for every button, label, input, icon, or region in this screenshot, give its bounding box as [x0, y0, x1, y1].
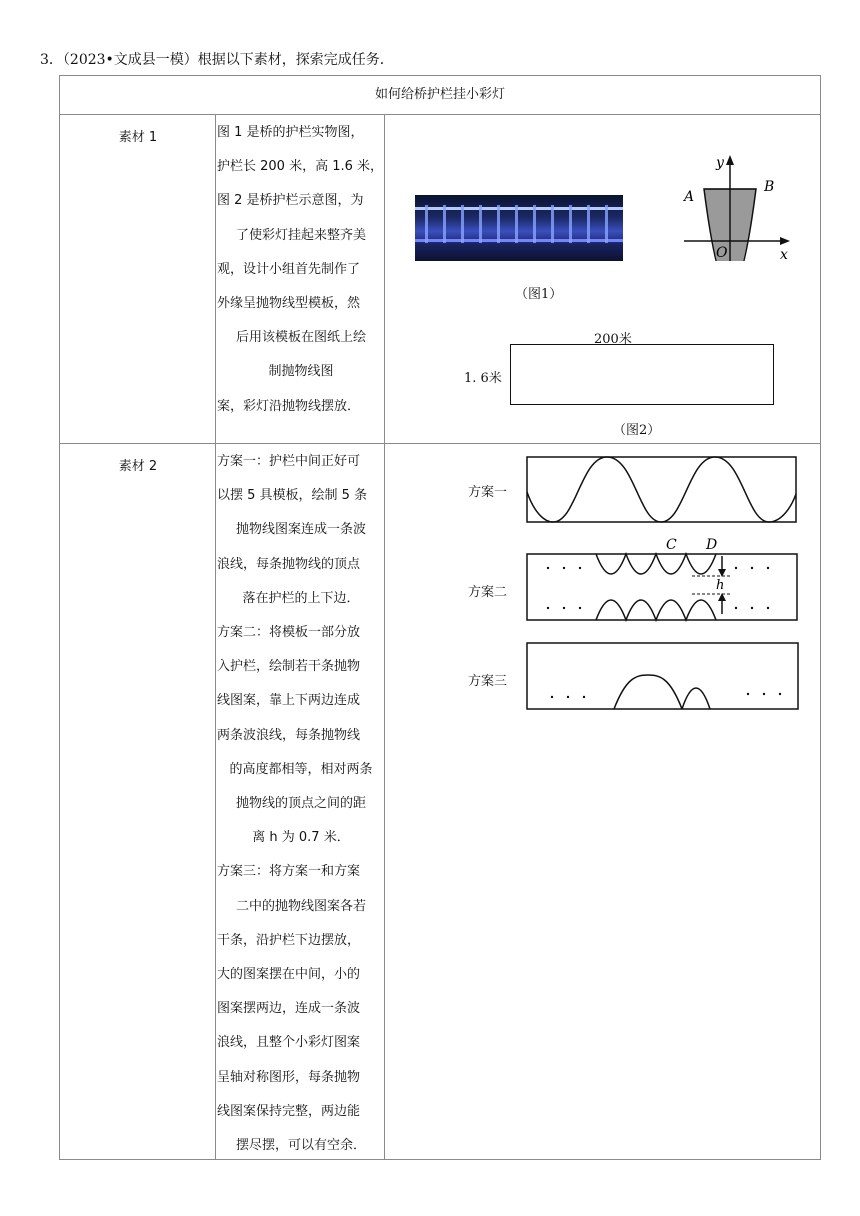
plan3-label: 方案三 [468, 674, 508, 689]
plan2-D-label: D [706, 537, 718, 553]
fig1-y-label: y [716, 155, 724, 171]
material1-line: 后用该模板在图纸上绘 [235, 330, 366, 346]
material1-line: 了使彩灯挂起来整齐美 [235, 227, 366, 243]
parabola-template-figure [660, 151, 800, 261]
material2-label: 素材 2 [118, 459, 158, 474]
material2-line: 抛物线图案连成一条波 [235, 522, 366, 538]
col-divider [215, 114, 216, 1159]
material2-text [217, 445, 385, 1163]
material1-line: 制抛物线图 [268, 364, 334, 380]
materials-table [59, 75, 821, 1160]
fig1-A-label: A [684, 189, 695, 205]
material2-line: 大的图案摆在中间，小的 [217, 967, 361, 983]
fig2-length-label: 200米 [594, 332, 632, 347]
plan1-diagram [526, 456, 798, 524]
table-title: 如何给桥护栏挂小彩灯 [374, 87, 505, 102]
plan3-diagram [526, 642, 801, 712]
material2-line: 二中的抛物线图案各若 [235, 898, 366, 914]
fig2-caption: （图2） [613, 423, 661, 438]
material2-line: 方案三：将方案一和方案 [217, 864, 361, 880]
fig1-B-label: B [764, 179, 775, 195]
material2-line: 离 h 为 0.7 米． [252, 830, 350, 846]
fig2-height-label: 1. 6米 [464, 371, 502, 386]
material2-line: 线图案，靠上下两边连成 [217, 693, 361, 709]
material2-line: 两条波浪线，每条抛物线 [217, 727, 361, 743]
material2-line: 以摆 5 具模板，绘制 5 条 [217, 488, 368, 504]
material2-line: 浪线，且整个小彩灯图案 [217, 1035, 361, 1051]
question-header: 3．（2023•文成县一模）根据以下素材，探索完成任务． [40, 52, 394, 68]
plan2-label: 方案二 [468, 585, 508, 600]
material1-line: 案，彩灯沿抛物线摆放． [217, 398, 361, 414]
material2-line: 浪线，每条抛物线的顶点 [217, 556, 361, 572]
material2-line: 线图案保持完整，两边能 [217, 1103, 361, 1119]
material2-line: 图案摆两边，连成一条波 [217, 1001, 361, 1017]
material2-line: 干条，沿护栏下边摆放， [217, 932, 361, 948]
plan1-label: 方案一 [468, 485, 508, 500]
material1-line: 护栏长 200 米，高 1.6 米， [217, 159, 384, 175]
material1-label: 素材 1 [118, 130, 158, 145]
material1-line: 图 1 是桥的护栏实物图， [217, 125, 364, 140]
material2-line: 的高度都相等，相对两条 [229, 761, 373, 777]
material2-line: 入护栏，绘制若干条抛物 [217, 659, 361, 675]
plan2-h-label: h [716, 578, 725, 593]
plan2-diagram [526, 536, 801, 622]
fig1-O-label: O [716, 245, 728, 261]
material2-line: 方案二：将模板一部分放 [217, 625, 361, 641]
fig1-x-label: x [780, 247, 788, 261]
material2-line: 呈轴对称图形，每条抛物 [217, 1069, 361, 1085]
material1-line: 观，设计小组首先制作了 [217, 261, 361, 277]
bridge-railing-photo [415, 195, 623, 261]
material2-line: 摆尽摆，可以有空余． [235, 1138, 366, 1154]
plan2-C-label: C [666, 537, 677, 553]
material1-line: 外缘呈抛物线型模板，然 [217, 296, 361, 312]
material2-line: 方案一：护栏中间正好可 [217, 454, 361, 469]
material1-line: 图 2 是桥护栏示意图，为 [217, 193, 364, 209]
fig2-railing-rect [510, 344, 774, 405]
row-divider [60, 443, 820, 444]
material2-line: 抛物线的顶点之间的距 [235, 796, 366, 812]
fig1-caption: （图1） [515, 287, 563, 302]
material2-line: 落在护栏的上下边． [242, 590, 360, 606]
row-divider [60, 114, 820, 115]
material1-text [217, 116, 385, 424]
